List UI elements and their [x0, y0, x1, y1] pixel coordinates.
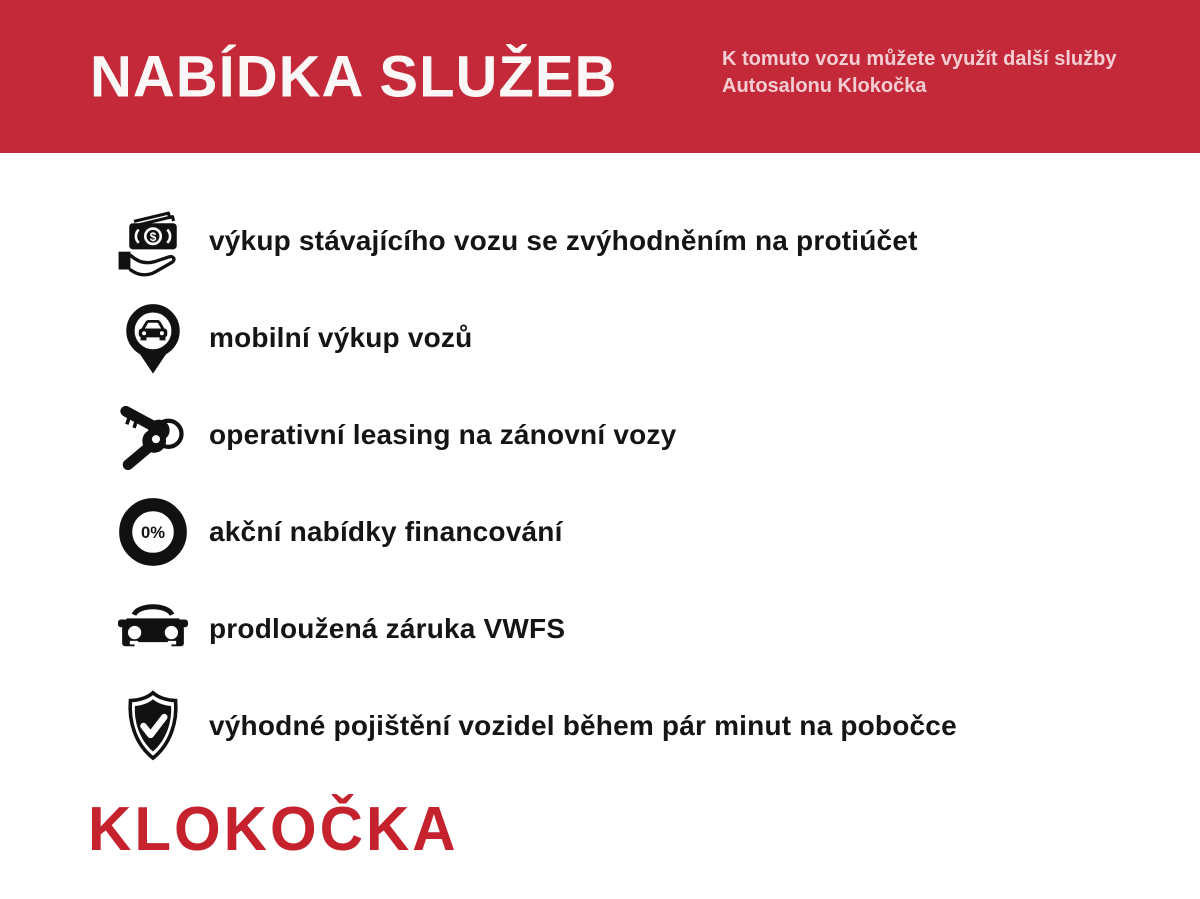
service-row: [0, 483, 1200, 580]
header-note: K tomuto vozu můžete využít další služby Autosalonu Klokočka: [722, 48, 1117, 97]
service-row: [0, 192, 1200, 289]
zero-percent-icon: [112, 491, 194, 573]
service-label: výhodné pojištění vozidel během pár minut na pobočce: [209, 709, 957, 741]
service-row: [0, 289, 1200, 386]
service-row: [0, 386, 1200, 483]
car-front-icon: [112, 588, 194, 670]
service-label: výkup stávajícího vozu se zvýhodněním na protiúčet: [209, 224, 918, 256]
services-list: [0, 153, 1200, 774]
service-row: [0, 677, 1200, 774]
dollar-glyph: $: [149, 229, 157, 244]
service-label: mobilní výkup vozů: [209, 321, 473, 353]
service-label: akční nabídky financování: [209, 515, 563, 547]
header-banner: [0, 0, 1200, 153]
keys-icon: [112, 394, 194, 476]
klokocka-logo: KLOKOČKA: [88, 794, 459, 864]
money-in-hand-icon: [112, 200, 194, 282]
car-location-pin-icon: [112, 297, 194, 379]
page-title: NABÍDKA SLUŽEB: [90, 44, 618, 109]
shield-check-icon: [112, 685, 194, 767]
service-label: prodloužená záruka VWFS: [209, 612, 566, 644]
zero-percent-glyph: 0%: [140, 522, 166, 542]
service-row: [0, 580, 1200, 677]
service-label: operativní leasing na zánovní vozy: [209, 418, 677, 450]
